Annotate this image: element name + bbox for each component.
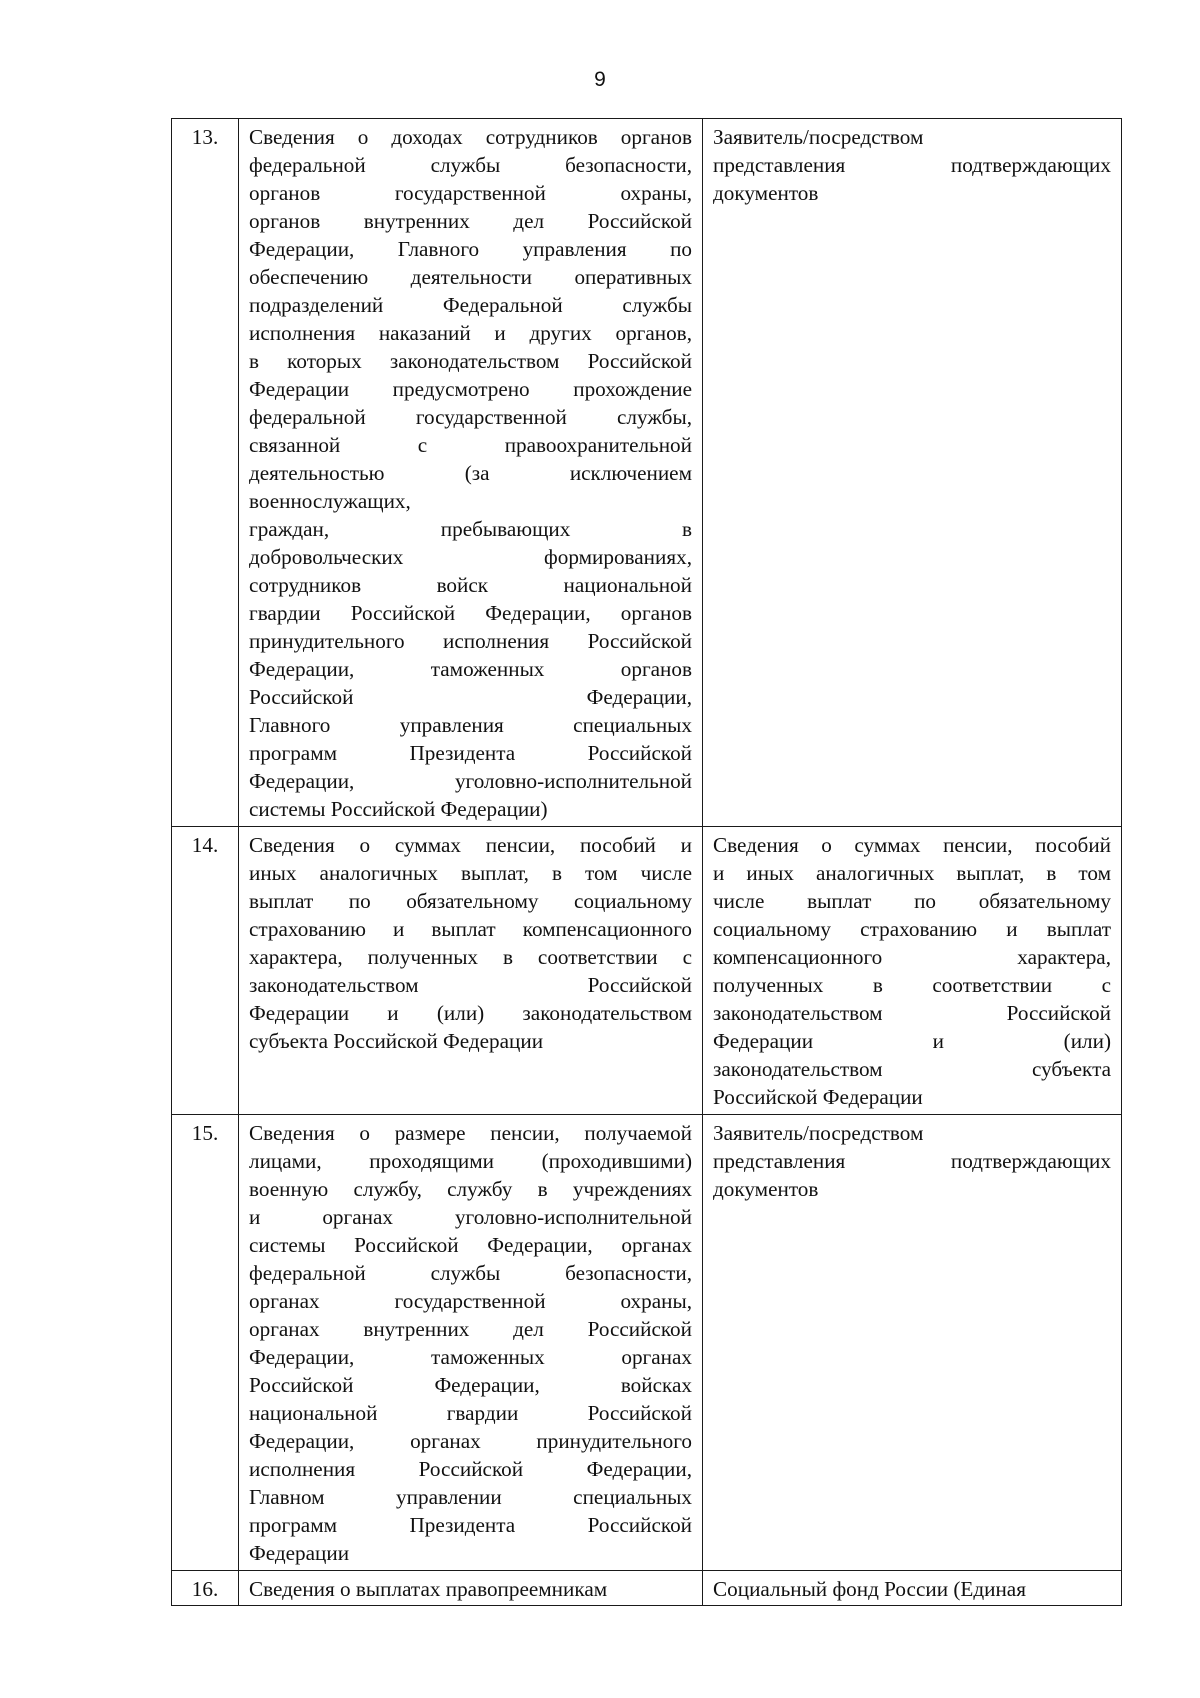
text-line: законодательством Российской <box>713 1001 1111 1025</box>
text-line: органах внутренних дел Российской <box>249 1317 692 1341</box>
info-description-cell <box>239 1571 703 1606</box>
text-line: Главном управлении специальных <box>249 1485 692 1509</box>
text-line: федеральной государственной службы, <box>249 405 692 429</box>
table-row <box>172 119 1122 827</box>
text-line: полученных в соответствии с <box>713 973 1111 997</box>
text-line: социальному страхованию и выплат <box>713 917 1111 941</box>
text-line: исполнения Российской Федерации, <box>249 1457 692 1481</box>
text-line: документов <box>713 1177 819 1201</box>
row-number: 13. <box>172 119 239 827</box>
documents-table <box>171 118 1122 1606</box>
text-line: Главного управления специальных <box>249 713 692 737</box>
text-line: деятельностью (за исключением <box>249 461 692 485</box>
text-line: Сведения о выплатах правопреемникам <box>249 1577 608 1601</box>
text-line: документов <box>713 181 819 205</box>
text-line: Федерации, таможенных органов <box>249 657 692 681</box>
text-line: Сведения о суммах пенсии, пособий и <box>249 833 692 857</box>
text-line: добровольческих формированиях, <box>249 545 692 569</box>
text-line: исполнения наказаний и других органов, <box>249 321 692 345</box>
text-line: выплат по обязательному социальному <box>249 889 692 913</box>
text-line: страхованию и выплат компенсационного <box>249 917 692 941</box>
row-number: 15. <box>172 1115 239 1571</box>
info-source-cell <box>703 1115 1122 1571</box>
table-row <box>172 1571 1122 1606</box>
text-line: субъекта Российской Федерации <box>249 1029 544 1053</box>
text-line: характера, полученных в соответствии с <box>249 945 692 969</box>
text-line: программ Президента Российской <box>249 741 692 765</box>
text-line: принудительного исполнения Российской <box>249 629 692 653</box>
text-line: системы Российской Федерации, органах <box>249 1233 692 1257</box>
text-line: военнослужащих, <box>249 489 411 513</box>
text-line: Заявитель/посредством <box>713 125 924 149</box>
text-line: Российской Федерации <box>713 1085 923 1109</box>
text-line: гвардии Российской Федерации, органов <box>249 601 692 625</box>
info-description-cell <box>239 119 703 827</box>
text-line: Заявитель/посредством <box>713 1121 924 1145</box>
text-line: законодательством Российской <box>249 973 692 997</box>
text-line: органах государственной охраны, <box>249 1289 692 1313</box>
text-line: федеральной службы безопасности, <box>249 153 692 177</box>
text-line: иных аналогичных выплат, в том числе <box>249 861 692 885</box>
text-line: органов внутренних дел Российской <box>249 209 692 233</box>
text-line: связанной с правоохранительной <box>249 433 692 457</box>
text-line: граждан, пребывающих в <box>249 517 692 541</box>
text-line: Федерации предусмотрено прохождение <box>249 377 692 401</box>
info-description-cell <box>239 827 703 1115</box>
text-line: органов государственной охраны, <box>249 181 692 205</box>
text-line: обеспечению деятельности оперативных <box>249 265 692 289</box>
text-line: лицами, проходящими (проходившими) <box>249 1149 692 1173</box>
text-line: подразделений Федеральной службы <box>249 293 692 317</box>
text-line: программ Президента Российской <box>249 1513 692 1537</box>
text-line: в которых законодательством Российской <box>249 349 692 373</box>
row-number: 16. <box>172 1571 239 1606</box>
text-line: Сведения о размере пенсии, получаемой <box>249 1121 692 1145</box>
text-line: компенсационного характера, <box>713 945 1111 969</box>
text-line: военную службу, службу в учреждениях <box>249 1177 692 1201</box>
text-line: Федерации, Главного управления по <box>249 237 692 261</box>
text-line: федеральной службы безопасности, <box>249 1261 692 1285</box>
text-line: представления подтверждающих <box>713 1149 1111 1173</box>
text-line: Федерации, органах принудительного <box>249 1429 692 1453</box>
page-number: 9 <box>594 68 606 91</box>
text-line: Социальный фонд России (Единая <box>713 1577 1026 1601</box>
text-line: национальной гвардии Российской <box>249 1401 692 1425</box>
row-number: 14. <box>172 827 239 1115</box>
text-line: Федерации, уголовно-исполнительной <box>249 769 692 793</box>
text-line: Сведения о доходах сотрудников органов <box>249 125 692 149</box>
text-line: представления подтверждающих <box>713 153 1111 177</box>
text-line: числе выплат по обязательному <box>713 889 1111 913</box>
text-line: сотрудников войск национальной <box>249 573 692 597</box>
info-description-cell <box>239 1115 703 1571</box>
text-line: законодательством субъекта <box>713 1057 1111 1081</box>
text-line: Федерации и (или) <box>713 1029 1111 1053</box>
table-row <box>172 827 1122 1115</box>
text-line: и иных аналогичных выплат, в том <box>713 861 1111 885</box>
text-line: Федерации <box>249 1541 350 1565</box>
info-source-cell <box>703 119 1122 827</box>
text-line: Российской Федерации, войсках <box>249 1373 692 1397</box>
text-line: Федерации, таможенных органах <box>249 1345 692 1369</box>
text-line: и органах уголовно-исполнительной <box>249 1205 692 1229</box>
table-row <box>172 1115 1122 1571</box>
text-line: Российской Федерации, <box>249 685 692 709</box>
info-source-cell <box>703 827 1122 1115</box>
text-line: Федерации и (или) законодательством <box>249 1001 692 1025</box>
table-body <box>172 119 1122 1606</box>
text-line: Сведения о суммах пенсии, пособий <box>713 833 1111 857</box>
info-source-cell <box>703 1571 1122 1606</box>
text-line: системы Российской Федерации) <box>249 797 548 821</box>
